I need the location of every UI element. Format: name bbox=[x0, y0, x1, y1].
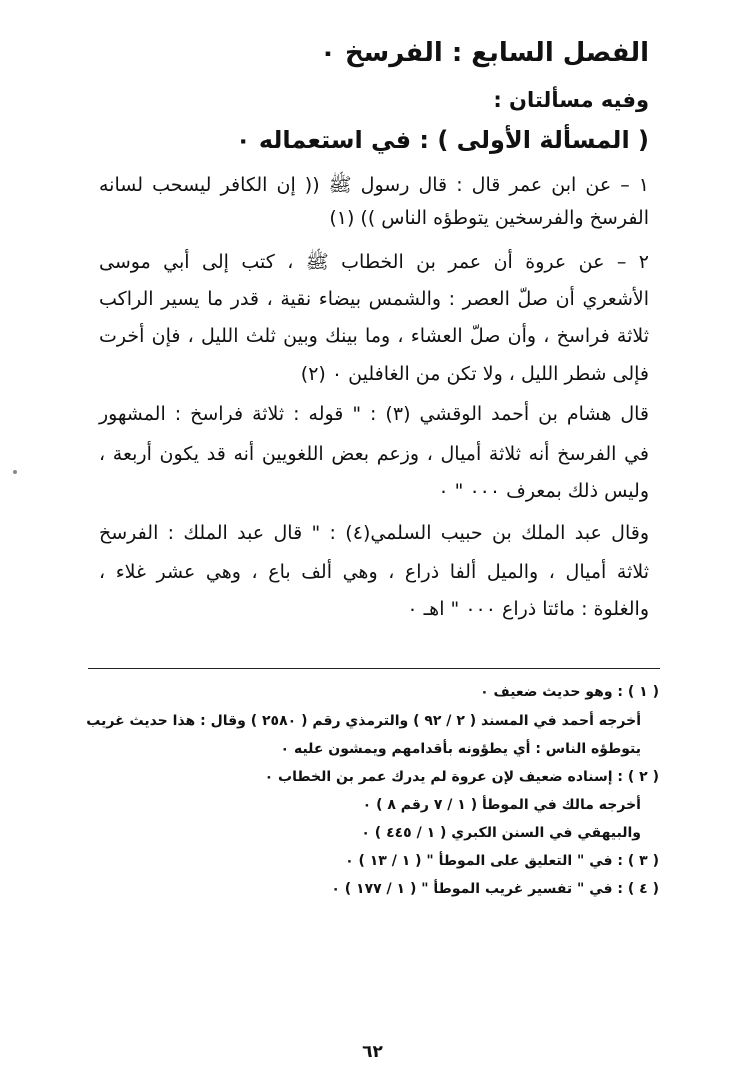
footnote-1: ( ١ ) : وهو حديث ضعيف ٠ bbox=[480, 684, 659, 700]
footnote-2: ( ٢ ) : إسناده ضعيف لإن عروة لم يدرك عمر بن الخطاب ٠ bbox=[264, 769, 659, 785]
scan-speck bbox=[13, 470, 17, 474]
chapter-subheading: وفيه مسألتان : bbox=[493, 88, 649, 112]
page-number: ٦٢ bbox=[362, 1042, 383, 1062]
body-line-2: الفرسخ والفرسخين يتوطؤه الناس )) (١) bbox=[329, 207, 649, 229]
body-line-9: وليس ذلك بمعرف ٠٠٠ " ٠ bbox=[438, 480, 649, 502]
body-line-5: ثلاثة فراسخ ، وأن صلّ العشاء ، وما بينك وبين ثلث الليل ، فإن أخرت bbox=[99, 325, 649, 347]
body-line-1: ١ – عن ابن عمر قال : قال رسول ﷺ (( إن الكافر ليسحب لسانه bbox=[99, 174, 649, 196]
chapter-title: الفصل السابع : الفرسخ ٠ bbox=[320, 38, 649, 68]
body-line-8: في الفرسخ أنه ثلاثة أميال ، وزعم بعض اللغويين أنه قد يكون أربعة ، bbox=[99, 443, 649, 465]
footnote-4: ( ٤ ) : في " تفسير غريب الموطأ " ( ١ / ١٧٧ ) ٠ bbox=[331, 881, 659, 897]
body-line-3: ٢ – عن عروة أن عمر بن الخطاب ﷺ ، كتب إلى أبي موسى bbox=[99, 251, 649, 273]
footnote-2-source-2: والبيهقي في السنن الكبري ( ١ / ٤٤٥ ) ٠ bbox=[361, 825, 641, 841]
body-line-6: فإلى شطر الليل ، ولا تكن من الغافلين ٠ (٢) bbox=[300, 363, 649, 385]
body-line-7: قال هشام بن أحمد الوقشي (٣) : " قوله : ثلاثة فراسخ : المشهور bbox=[99, 403, 649, 425]
body-line-4: الأشعري أن صلّ العصر : والشمس بيضاء نقية ، قدر ما يسير الراكب bbox=[99, 288, 649, 310]
footnote-1-source: أخرجه أحمد في المسند ( ٢ / ٩٢ ) والترمذي رقم ( ٢٥٨٠ ) وقال : هذا حديث غريب bbox=[86, 713, 641, 729]
body-line-10: وقال عبد الملك بن حبيب السلمي(٤) : " قال عبد الملك : الفرسخ bbox=[99, 522, 650, 544]
footnote-1-gloss: يتوطؤه الناس : أي يطؤونه بأقدامهم ويمشون عليه ٠ bbox=[280, 741, 641, 757]
body-line-11: ثلاثة أميال ، والميل ألفا ذراع ، وهي ألف باع ، وهي عشر غلاء ، bbox=[99, 561, 649, 583]
footnote-2-source-1: أخرجه مالك في الموطأ ( ١ / ٧ رقم ٨ ) ٠ bbox=[362, 797, 641, 813]
body-line-12: والغلوة : مائتا ذراع ٠٠٠ " اهـ ٠ bbox=[407, 598, 649, 620]
footnote-separator bbox=[88, 668, 660, 669]
section-title: ( المسألة الأولى ) : في استعماله ٠ bbox=[235, 126, 649, 154]
footnote-3: ( ٣ ) : في " التعليق على الموطأ " ( ١ / ١٣ ) ٠ bbox=[345, 853, 659, 869]
